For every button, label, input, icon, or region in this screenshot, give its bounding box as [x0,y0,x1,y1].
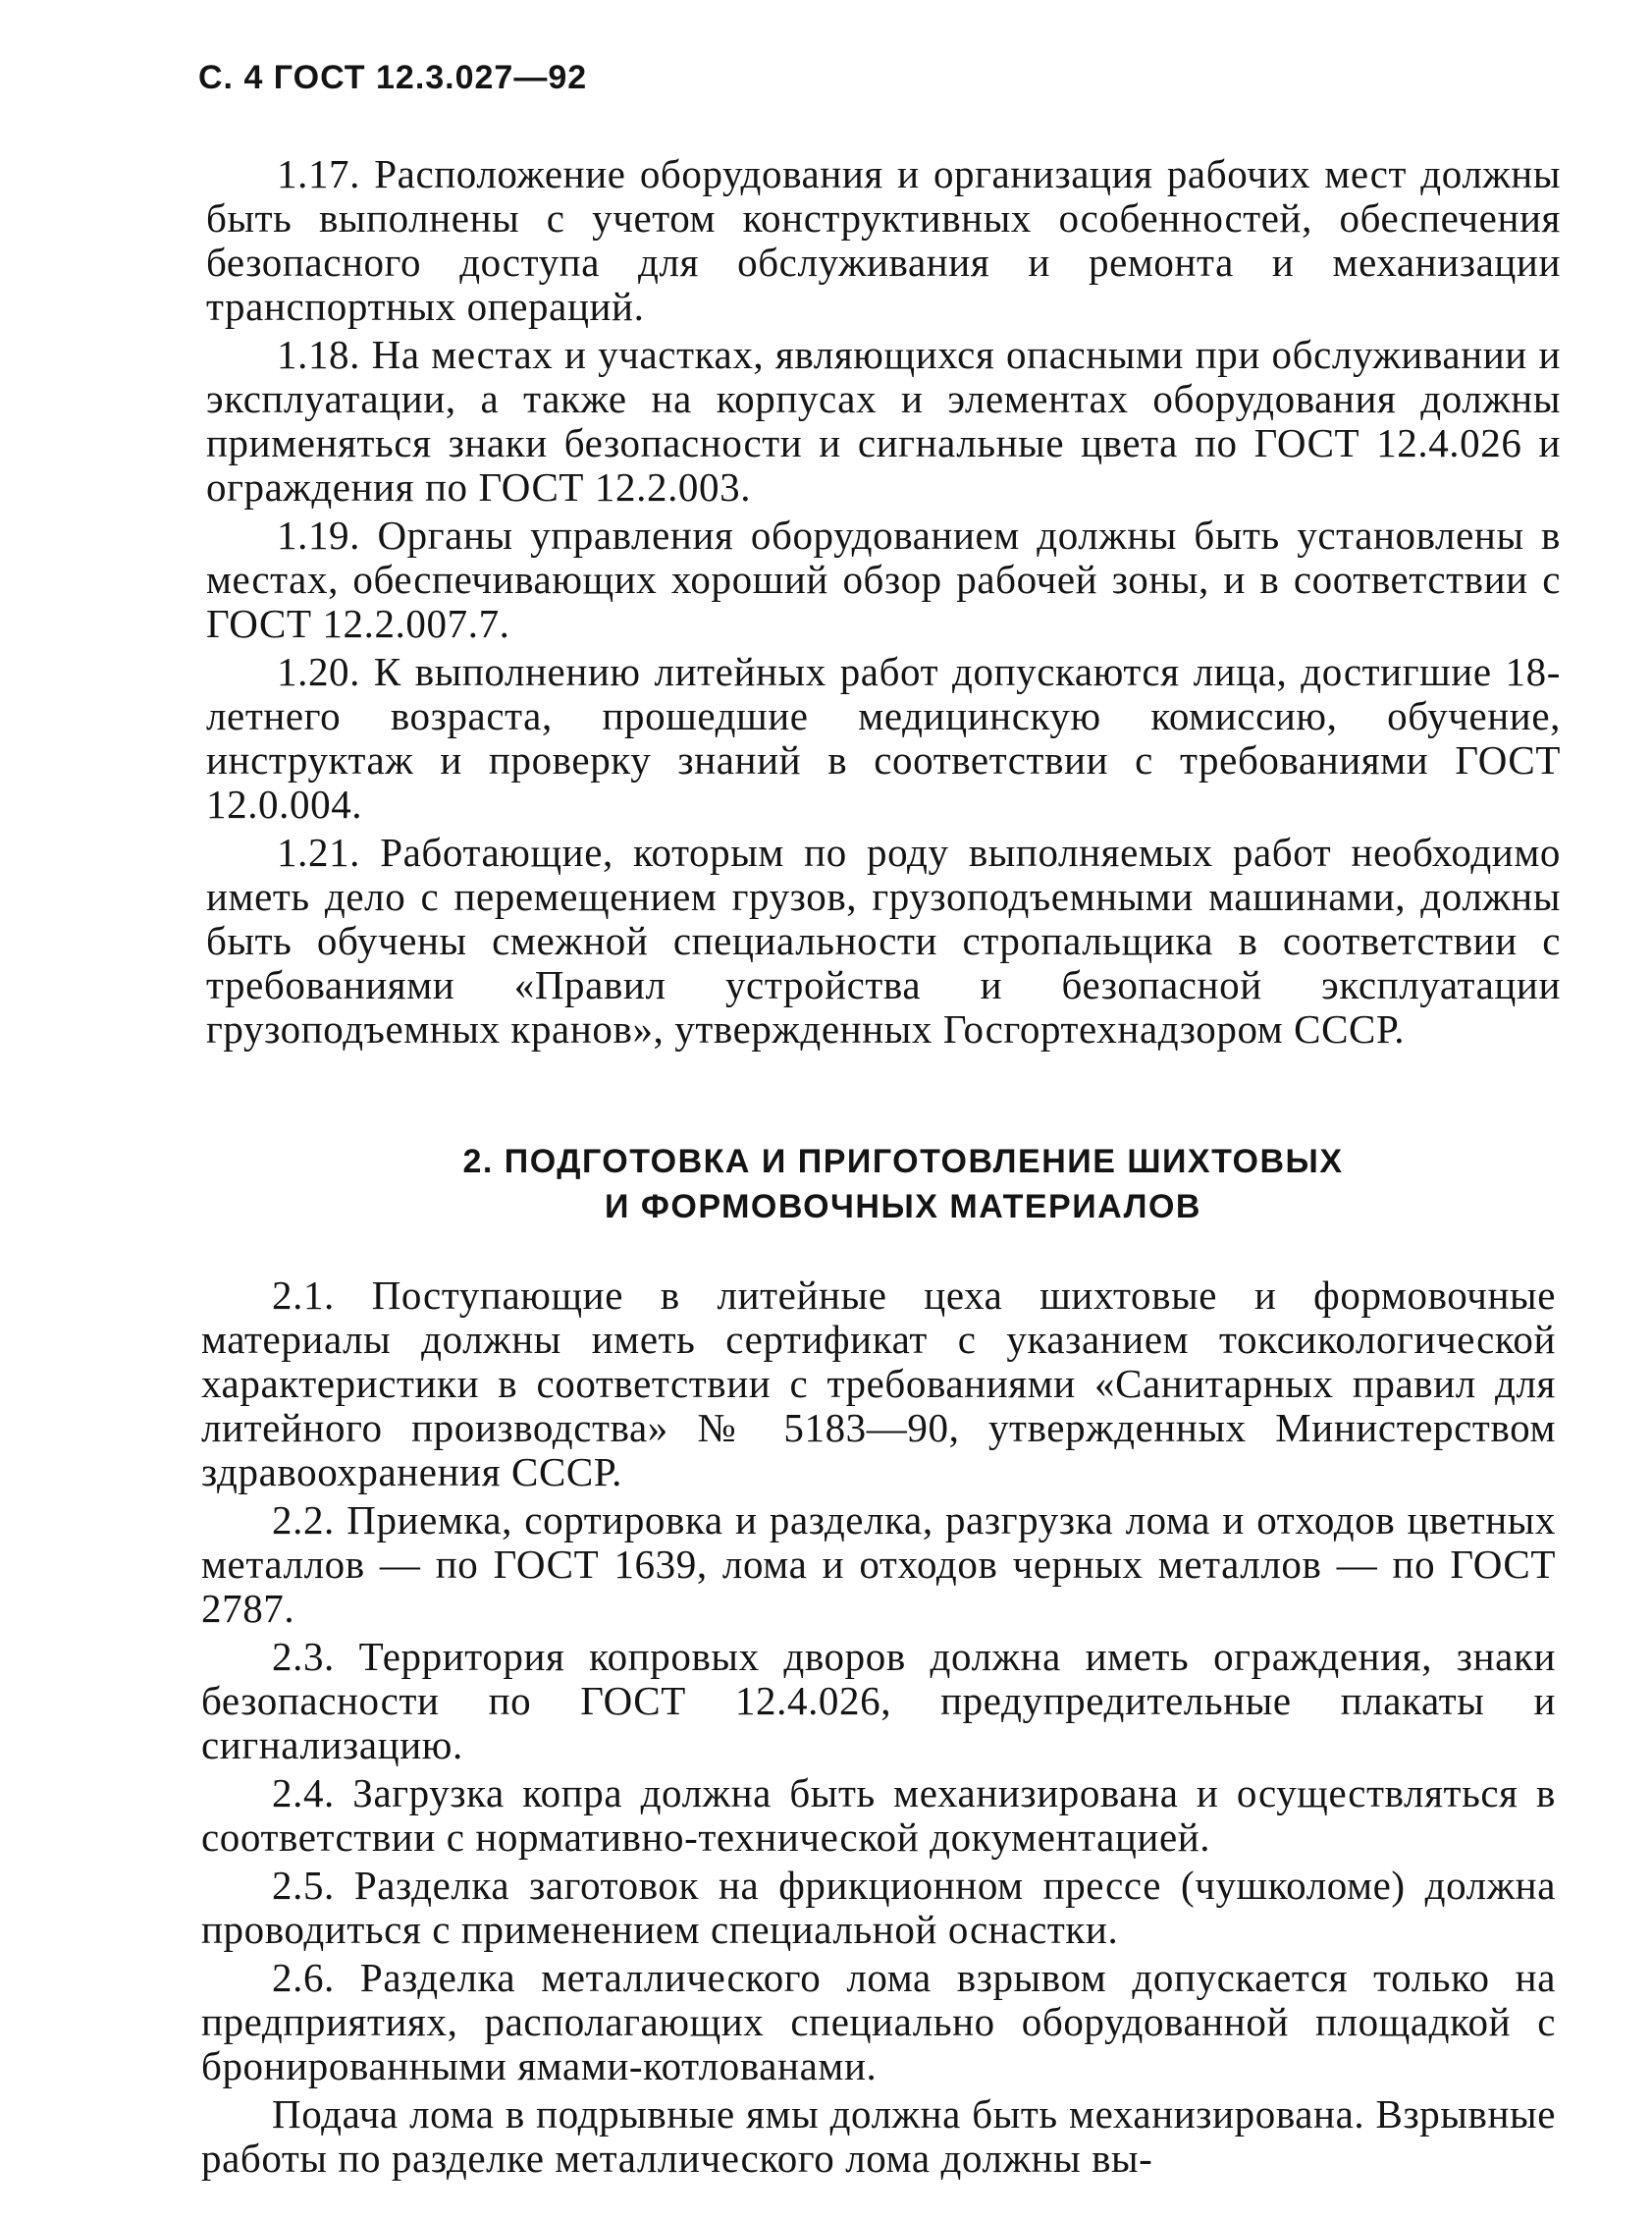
paragraph-1-20: 1.20. К выполнению литейных работ допускаются лица, достигшие 18-летнего возраста, прошедшие медицинскую комиссию, обучение, инструктаж и проверку знаний в соответствии с требованиями ГОСТ 12.0.004. [206,649,1561,827]
paragraph-2-6: 2.6. Разделка металлического лома взрывом допускается только на предприятиях, располагающих специально оборудованной площадкой с бронированными ямами-котлованами. [201,1955,1556,2088]
section-2-heading [275,1139,1531,1229]
section-2-text [201,1273,1556,2181]
paragraph-1-18: 1.18. На местах и участках, являющихся опасными при обслуживании и эксплуатации, а также на корпусах и элементах оборудования должны применяться знаки безопасности и сигнальные цвета по ГОСТ 12.4.026 и ограждения по ГОСТ 12.2.003. [206,332,1561,510]
section-1-text [206,152,1561,1052]
running-header: С. 4 ГОСТ 12.3.027—92 [198,59,588,96]
paragraph-2-5: 2.5. Разделка заготовок на фрикционном прессе (чушколоме) должна проводиться с применением специальной оснастки. [201,1863,1556,1952]
section-2-heading-line-2: И ФОРМОВОЧНЫХ МАТЕРИАЛОВ [605,1188,1201,1225]
section-2-heading-line-1: 2. ПОДГОТОВКА И ПРИГОТОВЛЕНИЕ ШИХТОВЫХ [462,1143,1344,1180]
paragraph-1-19: 1.19. Органы управления оборудованием должны быть установлены в местах, обеспечивающих хороший обзор рабочей зоны, и в соответствии с ГОСТ 12.2.007.7. [206,513,1561,646]
paragraph-1-21: 1.21. Работающие, которым по роду выполняемых работ необходимо иметь дело с перемещением грузов, грузоподъемными машинами, должны быть обучены смежной специальности стропальщика в соответствии с требованиями «Правил устройства и безопасной эксплуатации грузоподъемных кранов», утвержденных Госгортехнадзором СССР. [206,830,1561,1052]
paragraph-2-6-continued: Подача лома в подрывные ямы должна быть механизирована. Взрывные работы по разделке металлического лома должны вы- [201,2091,1556,2181]
paragraph-2-4: 2.4. Загрузка копра должна быть механизирована и осуществляться в соответствии с нормативно-технической документацией. [201,1770,1556,1860]
paragraph-1-17: 1.17. Расположение оборудования и организация рабочих мест должны быть выполнены с учетом конструктивных особенностей, обеспечения безопасного доступа для обслуживания и ремонта и механизации транспортных операций. [206,151,1561,329]
paragraph-2-2: 2.2. Приемка, сортировка и разделка, разгрузка лома и отходов цветных металлов — по ГОСТ 1639, лома и отходов черных металлов — по ГОСТ 2787. [201,1497,1556,1631]
paragraph-2-1: 2.1. Поступающие в литейные цеха шихтовые и формовочные материалы должны иметь сертификат с указанием токсикологической характеристики в соответствии с требованиями «Санитарных правил для литейного производства» № 5183—90, утвержденных Министерством здравоохранения СССР. [201,1272,1556,1494]
paragraph-2-3: 2.3. Территория копровых дворов должна иметь ограждения, знаки безопасности по ГОСТ 12.4.026, предупредительные плакаты и сигнализацию. [201,1634,1556,1767]
